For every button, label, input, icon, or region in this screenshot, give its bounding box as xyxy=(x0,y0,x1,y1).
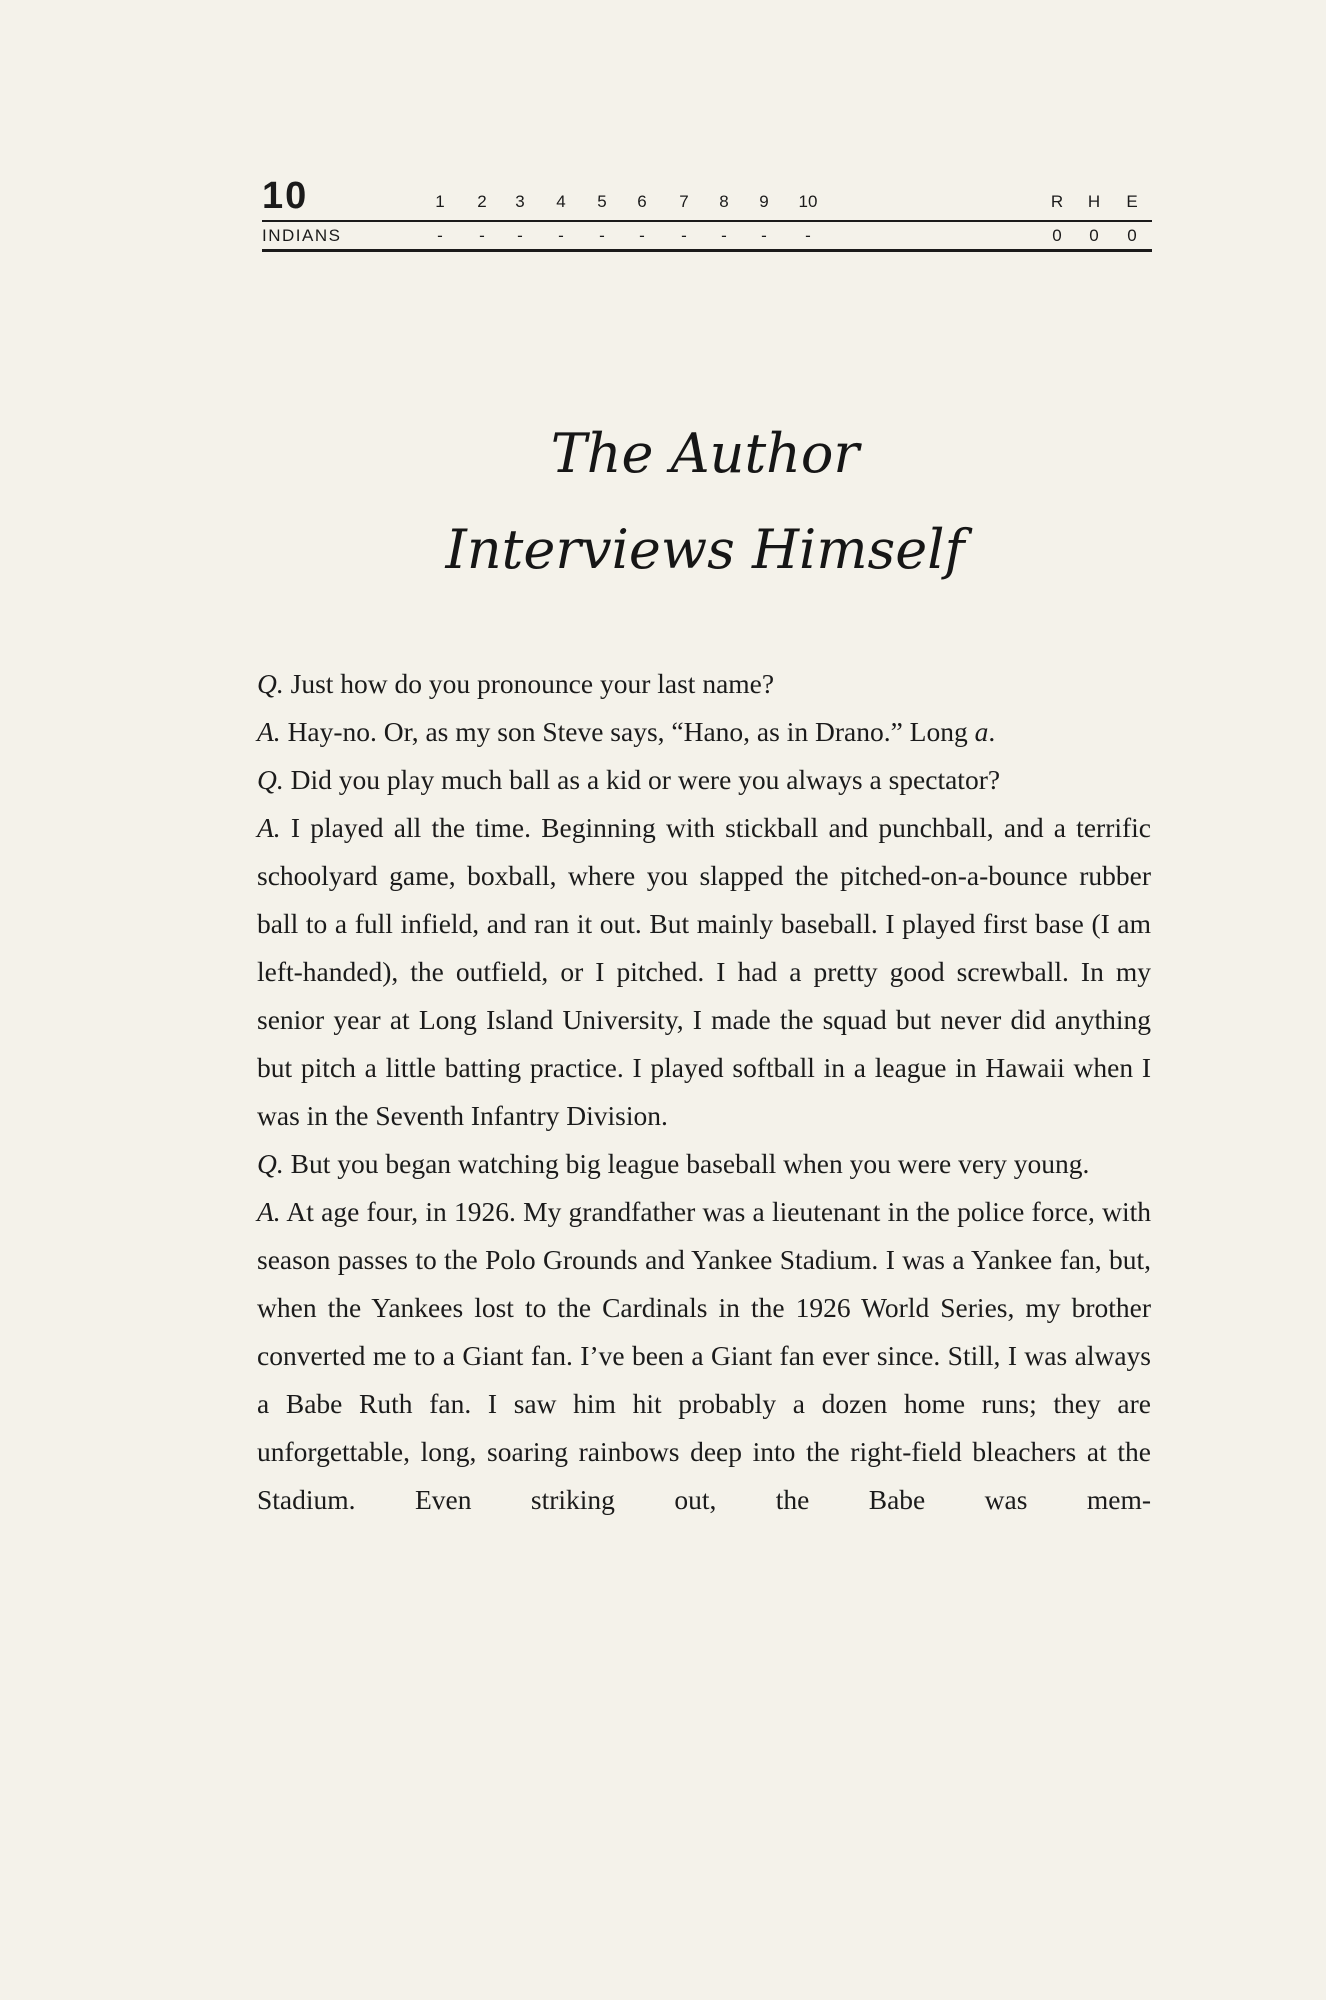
inning-score: - xyxy=(517,226,523,245)
speaker-label: Q. xyxy=(257,764,284,795)
errors-header: E xyxy=(1126,192,1138,211)
interview-body xyxy=(257,660,1151,1524)
speaker-label: Q. xyxy=(257,668,284,699)
paragraph-text: Hay-no. Or, as my son Steve says, “Hano, as in Drano.” Long xyxy=(287,716,975,747)
answer-paragraph xyxy=(257,804,1151,1140)
inning-label: 9 xyxy=(759,192,769,211)
paragraph-text: Did you play much ball as a kid or were you always a spectator? xyxy=(290,764,1001,795)
speaker-label: A. xyxy=(257,716,281,747)
chapter-number: 10 xyxy=(262,175,309,217)
chapter-title-line-2: Interviews Himself xyxy=(445,518,965,581)
answer-paragraph xyxy=(257,1188,1151,1524)
paragraph-text: At age four, in 1926. My grandfather was a lieutenant in the police force, with season passes to the Polo Grounds and Yankee Stadium. I was a Yankee fan, but, when the Yankees lost to the Cardinals in the 1926 World Series, my brother converted me to a Giant fan. I’ve been a Giant fan ever since. Still, I was always a Babe Ruth fan. I saw him hit probably a dozen home runs; they are unforgettable, long, soaring rainbows deep into the right-field bleachers at the Stadium. Even striking out, the Babe was mem- xyxy=(257,1196,1152,1515)
inning-label: 3 xyxy=(515,192,525,211)
question-paragraph xyxy=(257,1140,1151,1188)
speaker-label: Q. xyxy=(257,1148,284,1179)
inning-score: - xyxy=(599,226,605,245)
inning-score: - xyxy=(721,226,727,245)
answer-paragraph xyxy=(257,708,1151,756)
scoreboard-header xyxy=(262,176,1152,252)
team-name: INDIANS xyxy=(262,226,342,245)
chapter-title-line-1: The Author xyxy=(550,422,860,485)
inning-score: - xyxy=(805,226,811,245)
hits-header: H xyxy=(1087,192,1101,211)
inning-label: 2 xyxy=(477,192,487,211)
runs-header: R xyxy=(1050,192,1064,211)
speaker-label: A. xyxy=(257,812,281,843)
errors-total: 0 xyxy=(1127,226,1137,245)
emphasis-text: a xyxy=(974,716,989,747)
paragraph-text: But you began watching big league baseball when you were very young. xyxy=(290,1148,1090,1179)
inning-label: 1 xyxy=(435,192,445,211)
scoreboard-rule xyxy=(262,220,1152,222)
inning-score: - xyxy=(558,226,564,245)
paragraph-text: Just how do you pronounce your last name? xyxy=(290,668,775,699)
inning-score: - xyxy=(761,226,767,245)
speaker-label: A. xyxy=(257,1196,281,1227)
inning-label: 7 xyxy=(679,192,689,211)
inning-label: 10 xyxy=(798,192,818,211)
scoreboard-rule-thick xyxy=(262,249,1152,252)
question-paragraph xyxy=(257,756,1151,804)
hits-total: 0 xyxy=(1089,226,1099,245)
paragraph-tail: . xyxy=(988,716,996,747)
inning-label: 6 xyxy=(637,192,647,211)
inning-score: - xyxy=(639,226,645,245)
inning-score: - xyxy=(437,226,443,245)
runs-total: 0 xyxy=(1052,226,1062,245)
inning-label: 8 xyxy=(719,192,729,211)
inning-score: - xyxy=(479,226,485,245)
inning-label: 4 xyxy=(556,192,566,211)
inning-label: 5 xyxy=(597,192,607,211)
paragraph-text: I played all the time. Beginning with stickball and punchball, and a terrific schoolyard game, boxball, where you slapped the pitched-on-a-bounce rubber ball to a full infield, and ran it out. But mainly baseball. I played first base (I am left-handed), the outfield, or I pitched. I had a pretty good screwball. In my senior year at Long Island University, I made the squad but never did anything but pitch a little batting practice. I played softball in a league in Hawaii when I was in the Seventh Infantry Division. xyxy=(257,812,1151,1131)
inning-score: - xyxy=(681,226,687,245)
question-paragraph xyxy=(257,660,1151,708)
